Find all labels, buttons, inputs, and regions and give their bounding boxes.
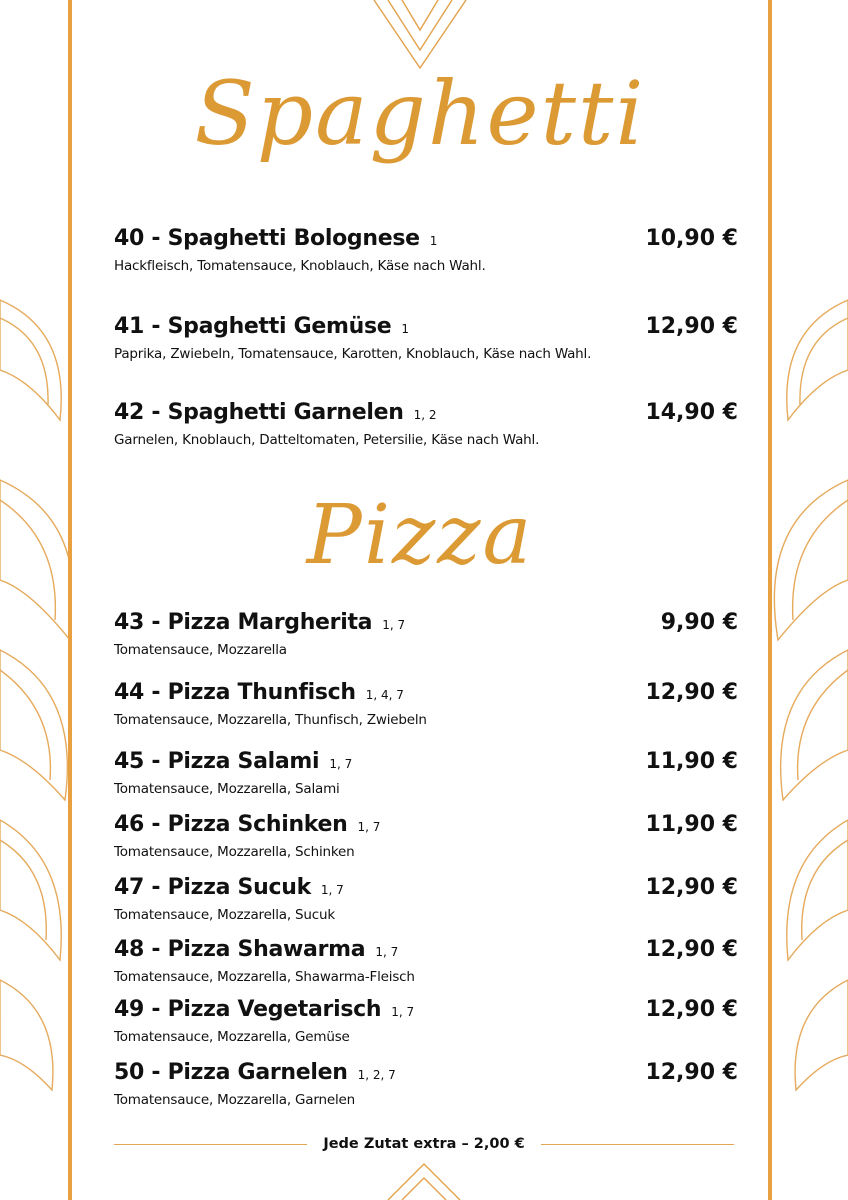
menu-item-47: [114, 875, 738, 923]
item-title: 40 - Spaghetti Bolognese 1: [114, 226, 438, 251]
item-price: 11,90 €: [645, 749, 738, 774]
allergen-codes: 1, 2, 7: [357, 1068, 396, 1082]
divider-line-left: [114, 1144, 307, 1145]
item-description: Tomatensauce, Mozzarella, Thunfisch, Zwiebeln: [114, 712, 427, 728]
section-title-pizza: Pizza: [306, 488, 534, 583]
extra-topping-note: [114, 1136, 734, 1152]
allergen-codes: 1, 7: [329, 757, 353, 771]
item-description: Hackfleisch, Tomatensauce, Knoblauch, Käse nach Wahl.: [114, 258, 486, 274]
item-price: 12,90 €: [645, 937, 738, 962]
menu-item-45: [114, 749, 738, 797]
menu-item-50: [114, 1060, 738, 1108]
allergen-codes: 1: [429, 234, 438, 248]
menu-item-48: [114, 937, 738, 985]
footer-note-text: Jede Zutat extra – 2,00 €: [323, 1136, 525, 1152]
item-price: 12,90 €: [645, 1060, 738, 1085]
item-title: 47 - Pizza Sucuk 1, 7: [114, 875, 344, 900]
item-title: 41 - Spaghetti Gemüse 1: [114, 314, 410, 339]
item-description: Tomatensauce, Mozzarella, Sucuk: [114, 907, 335, 923]
divider-line-right: [541, 1144, 734, 1145]
item-title: 48 - Pizza Shawarma 1, 7: [114, 937, 399, 962]
allergen-codes: 1, 7: [391, 1005, 415, 1019]
item-title: 45 - Pizza Salami 1, 7: [114, 749, 353, 774]
item-description: Garnelen, Knoblauch, Datteltomaten, Petersilie, Käse nach Wahl.: [114, 432, 540, 448]
menu-item-49: [114, 997, 738, 1045]
item-price: 12,90 €: [645, 314, 738, 339]
item-price: 12,90 €: [645, 680, 738, 705]
item-description: Tomatensauce, Mozzarella, Garnelen: [114, 1092, 355, 1108]
menu-item-43: [114, 610, 738, 658]
item-title: 50 - Pizza Garnelen 1, 2, 7: [114, 1060, 396, 1085]
allergen-codes: 1, 7: [357, 820, 381, 834]
allergen-codes: 1, 2: [413, 408, 437, 422]
allergen-codes: 1, 7: [375, 945, 399, 959]
item-title: 49 - Pizza Vegetarisch 1, 7: [114, 997, 415, 1022]
menu-panel: [68, 0, 772, 1200]
allergen-codes: 1, 4, 7: [365, 688, 404, 702]
menu-item-42: [114, 400, 738, 448]
item-description: Paprika, Zwiebeln, Tomatensauce, Karotten, Knoblauch, Käse nach Wahl.: [114, 346, 592, 362]
item-description: Tomatensauce, Mozzarella, Schinken: [114, 844, 355, 860]
item-title: 42 - Spaghetti Garnelen 1, 2: [114, 400, 437, 425]
item-description: Tomatensauce, Mozzarella, Gemüse: [114, 1029, 350, 1045]
item-description: Tomatensauce, Mozzarella, Salami: [114, 781, 340, 797]
item-price: 9,90 €: [660, 610, 738, 635]
item-title: 43 - Pizza Margherita 1, 7: [114, 610, 406, 635]
allergen-codes: 1: [401, 322, 410, 336]
item-price: 14,90 €: [645, 400, 738, 425]
item-price: 11,90 €: [645, 812, 738, 837]
allergen-codes: 1, 7: [320, 883, 344, 897]
menu-item-46: [114, 812, 738, 860]
item-title: 46 - Pizza Schinken 1, 7: [114, 812, 381, 837]
item-description: Tomatensauce, Mozzarella, Shawarma-Fleisch: [114, 969, 415, 985]
menu-item-44: [114, 680, 738, 728]
item-price: 12,90 €: [645, 875, 738, 900]
menu-item-41: [114, 314, 738, 362]
menu-item-40: [114, 226, 738, 274]
item-title: 44 - Pizza Thunfisch 1, 4, 7: [114, 680, 404, 705]
item-price: 10,90 €: [645, 226, 738, 251]
item-price: 12,90 €: [645, 997, 738, 1022]
allergen-codes: 1, 7: [382, 618, 406, 632]
item-description: Tomatensauce, Mozzarella: [114, 642, 287, 658]
section-title-spaghetti: Spaghetti: [194, 62, 646, 165]
bottom-ornament-icon: [384, 1160, 464, 1200]
